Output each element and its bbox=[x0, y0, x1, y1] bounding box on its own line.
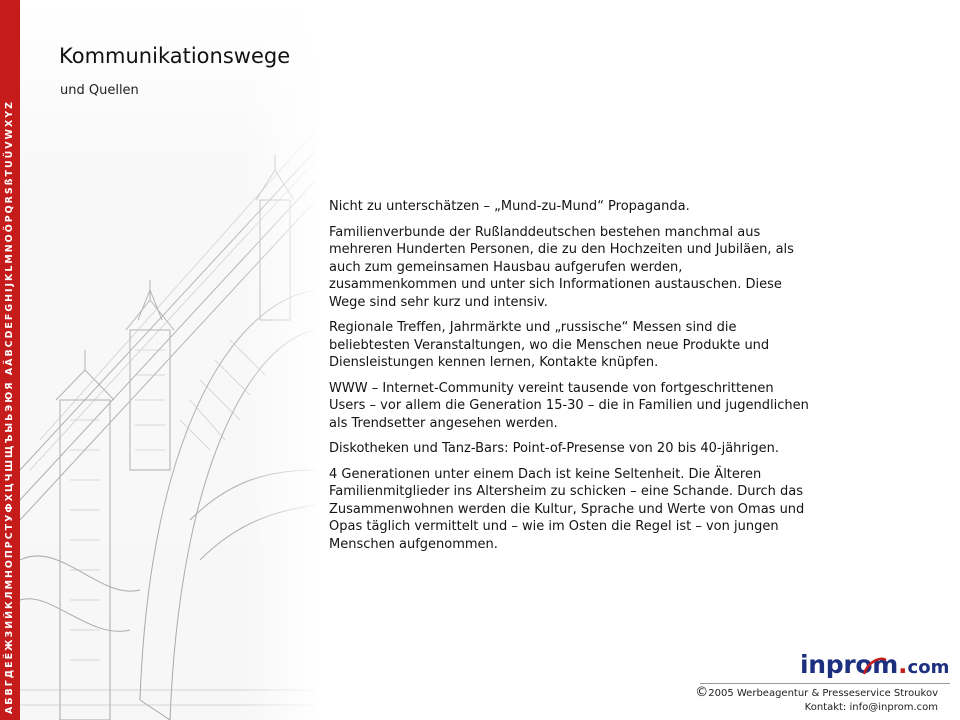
paragraph-generationen: 4 Generationen unter einem Dach ist keine Seltenheit. Die Älteren Familienmitglieder ins Altersheim zu schicken – eine Schande. Durch das Zusammenwohnen werden die Kultur, Sprache und Werte von Omas und Opas täglich vermittelt und – wie im Osten die Regel ist – von jungen Menschen aufgenommen. bbox=[329, 466, 805, 552]
content-body bbox=[329, 198, 809, 561]
copyright-line bbox=[695, 686, 938, 701]
logo-main-text: inprom bbox=[800, 650, 899, 679]
logo-swoosh-icon bbox=[862, 654, 888, 680]
paragraph-familienverbunde: Familienverbunde der Rußlanddeutschen bestehen manchmal aus mehreren Hunderten Personen, die zu den Hochzeiten und Jubiläen, als auch zum gemeinsamen Hausbau aufgerufen werden, zusammenkommen und unter sich Informationen austauschen. Diese Wege sind sehr kurz und intensiv. bbox=[329, 224, 794, 310]
page-subtitle: und Quellen bbox=[60, 83, 139, 98]
paragraph-www: WWW – Internet-Community vereint tausende von fortgeschrittenen Users – vor allem die Generation 15-30 – die in Familien und jugendlichen als Trendsetter angesehen werden. bbox=[329, 380, 809, 431]
page-title: Kommunikationswege bbox=[59, 44, 291, 68]
inprom-logo bbox=[800, 650, 949, 684]
paragraph-mund-zu-mund: Nicht zu unterschätzen – „Mund-zu-Mund“ Propaganda. bbox=[329, 199, 690, 214]
contact-line: Kontakt: info@inprom.com bbox=[804, 702, 938, 713]
footer-copyright bbox=[695, 686, 938, 715]
paragraph-regionale-treffen: Regionale Treffen, Jahrmärkte und „russische“ Messen sind die beliebtesten Veranstaltungen, wo die Menschen neue Produkte und Diensleistungen kennen lernen, Kontakte knüpfen. bbox=[329, 320, 770, 370]
alphabet-strip-text: АБВГДЕЁЖЗИЙКЛМНОПРСТУФХЦЧШЩЪЫЬЭЮЯ AÄBCDEFGHIJKLMNOÖPQRSßTUÜVWXYZ bbox=[4, 100, 15, 714]
footer-divider bbox=[700, 683, 950, 684]
paragraph-diskotheken: Diskotheken und Tanz-Bars: Point-of-Presense von 20 bis 40-jährigen. bbox=[329, 441, 779, 456]
copyright-text: 2005 Werbeagentur & Presseservice Stroukov bbox=[708, 688, 938, 699]
bridge-sketch-illustration bbox=[20, 0, 316, 720]
alphabet-side-strip bbox=[0, 0, 20, 720]
bridge-sketch-svg bbox=[20, 0, 316, 720]
logo-tld: com bbox=[907, 657, 950, 678]
copyright-sign: © bbox=[695, 685, 709, 700]
logo-dot: . bbox=[898, 650, 908, 679]
